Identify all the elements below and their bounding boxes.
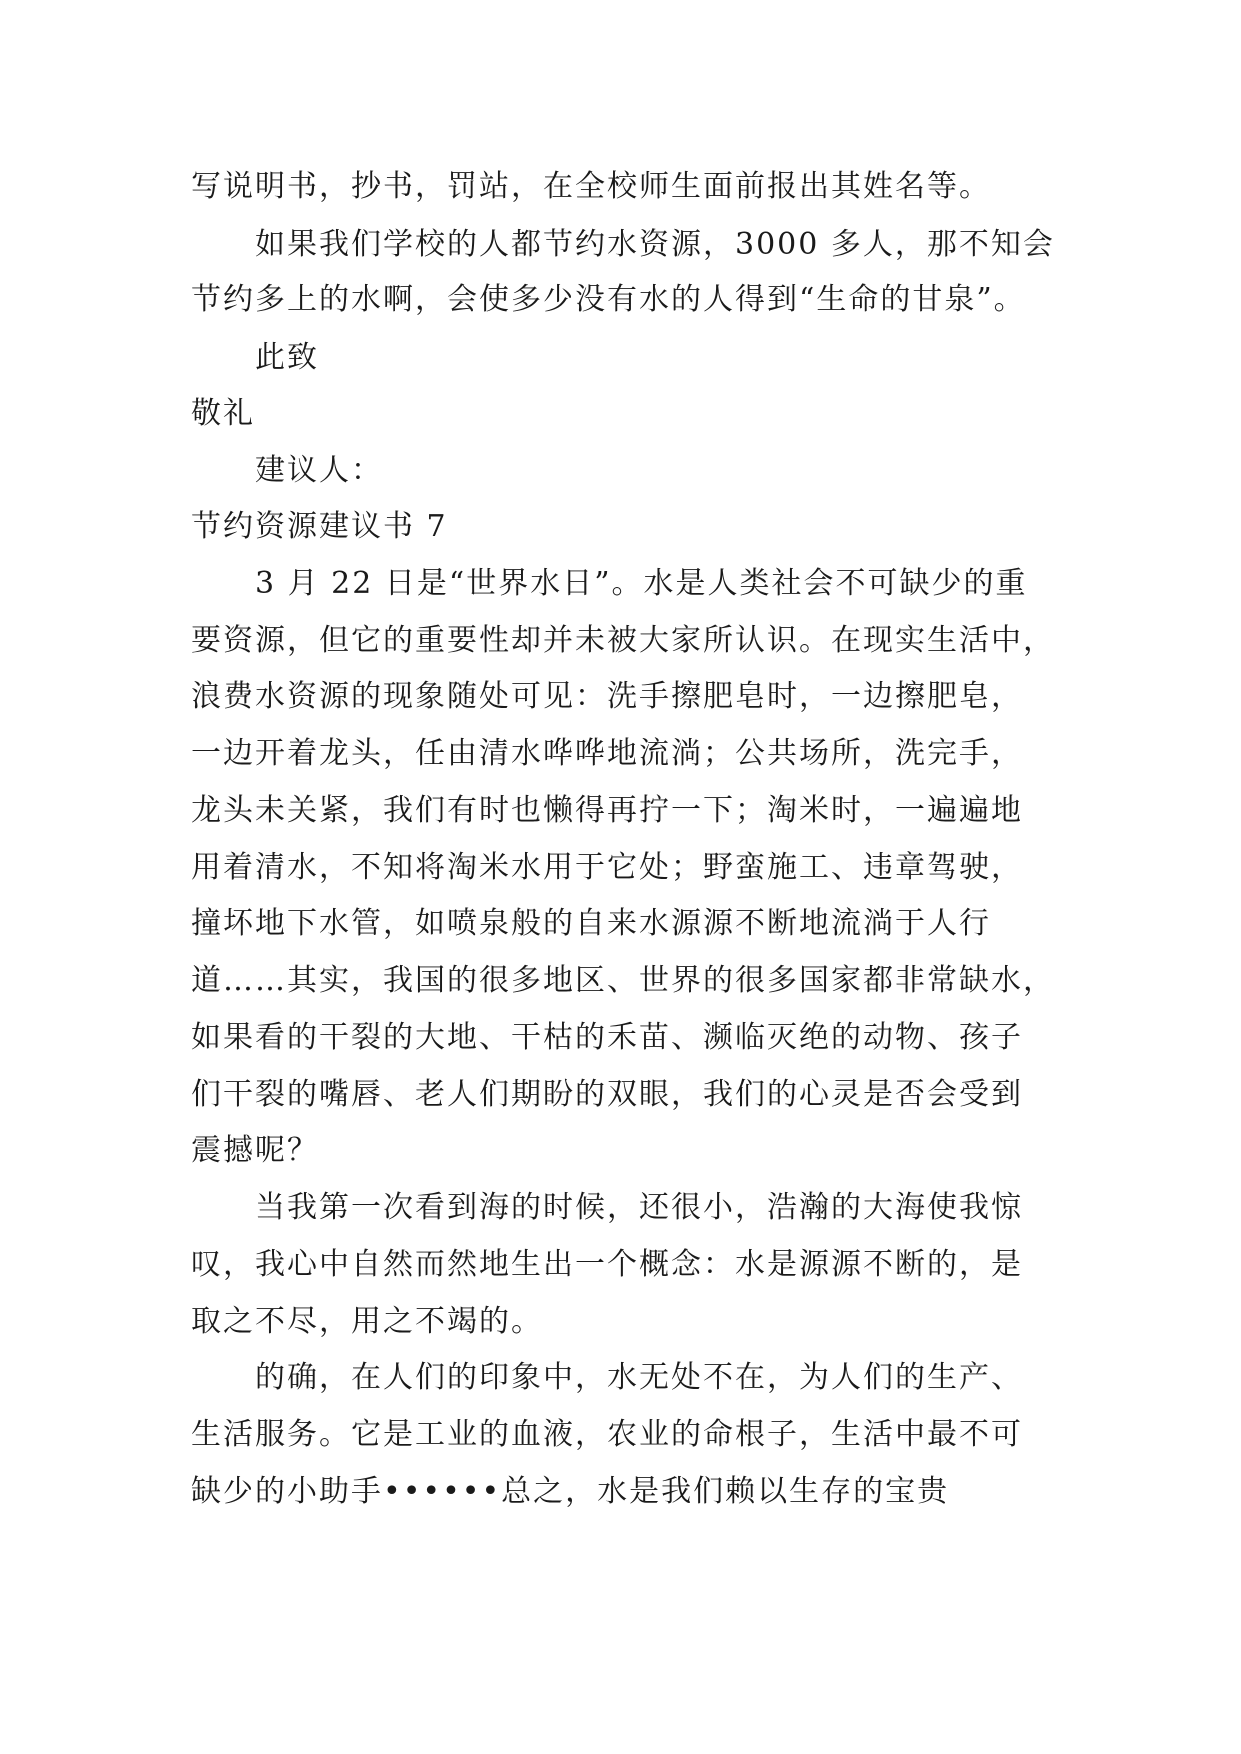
text-line: 的确，在人们的印象中，水无处不在，为人们的生产、: [255, 1360, 1023, 1395]
text-line: 如果我们学校的人都节约水资源，3000 多人，那不知会: [255, 227, 1055, 262]
text-line: 要资源，但它的重要性却并未被大家所认识。在现实生活中，: [191, 623, 1055, 658]
text-line: 建议人：: [255, 453, 383, 488]
text-line: 生活服务。它是工业的血液，农业的命根子，生活中最不可: [191, 1417, 1023, 1452]
text-line: 缺少的小助手••••••总之，水是我们赖以生存的宝贵: [191, 1474, 950, 1509]
text-line: 叹，我心中自然而然地生出一个概念：水是源源不断的，是: [191, 1247, 1023, 1282]
text-line: 写说明书，抄书，罚站，在全校师生面前报出其姓名等。: [191, 169, 991, 204]
text-line: 如果看的干裂的大地、干枯的禾苗、濒临灭绝的动物、孩子: [191, 1020, 1023, 1055]
text-line: 撞坏地下水管，如喷泉般的自来水源源不断地流淌于人行: [191, 906, 991, 941]
text-line: 节约多上的水啊，会使多少没有水的人得到“生命的甘泉”。: [191, 282, 1026, 317]
text-line: 浪费水资源的现象随处可见：洗手擦肥皂时，一边擦肥皂，: [191, 679, 1023, 714]
text-line: 用着清水，不知将淘米水用于它处；野蛮施工、违章驾驶，: [191, 850, 1023, 885]
text-line: 取之不尽，用之不竭的。: [191, 1304, 543, 1339]
text-line: 一边开着龙头，任由清水哗哗地流淌；公共场所，洗完手，: [191, 736, 1023, 771]
text-line: 此致: [255, 340, 319, 375]
text-line: 道……其实，我国的很多地区、世界的很多国家都非常缺水，: [191, 963, 1055, 998]
text-line: 敬礼: [191, 396, 255, 431]
section-heading: 节约资源建议书 7: [191, 509, 448, 544]
text-line: 龙头未关紧，我们有时也懒得再拧一下；淘米时，一遍遍地: [191, 793, 1023, 828]
text-line: 震撼呢？: [191, 1133, 319, 1168]
text-line: 们干裂的嘴唇、老人们期盼的双眼，我们的心灵是否会受到: [191, 1077, 1023, 1112]
text-line: 3 月 22 日是“世界水日”。水是人类社会不可缺少的重: [255, 566, 1028, 601]
text-line: 当我第一次看到海的时候，还很小，浩瀚的大海使我惊: [255, 1190, 1023, 1225]
